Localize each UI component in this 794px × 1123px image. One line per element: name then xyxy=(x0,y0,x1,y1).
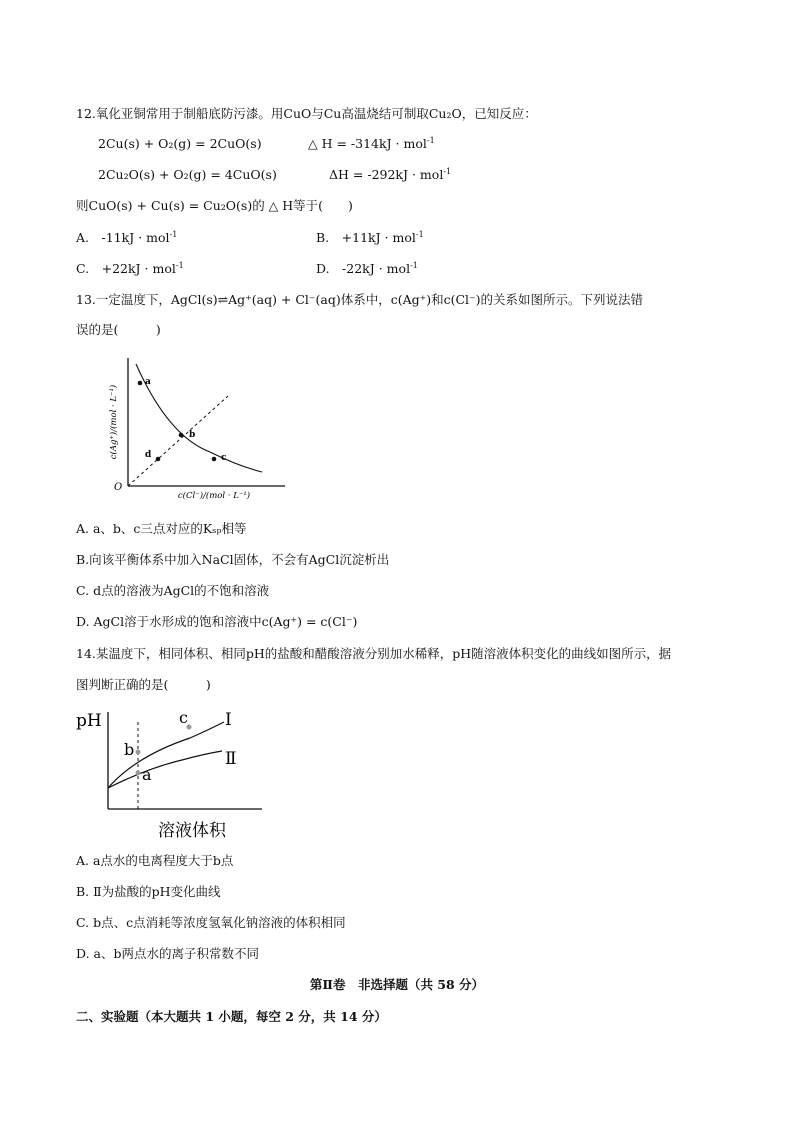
q13-label-d: d xyxy=(145,450,152,460)
q14-point-b xyxy=(136,750,141,755)
q14-y-label: pH xyxy=(76,711,102,731)
q13-option-a: A. a、b、c三点对应的Kₛₚ相等 xyxy=(76,521,247,536)
q12-option-a: A. -11kJ · mol$^{-1}$ xyxy=(76,229,178,245)
q12-eq1-dh: △ H = -314kJ · mol$^{-1}$ xyxy=(308,135,435,151)
q13-stem-line1: 13.一定温度下，AgCl(s)⇌Ag⁺(aq) + Cl⁻(aq)体系中，c(Ag⁺)和c(Cl⁻)的关系如图所示。下列说法错 xyxy=(76,292,644,307)
q13-option-c: C. d点的溶液为AgCl的不饱和溶液 xyxy=(76,583,270,598)
q12-option-c: C. +22kJ · mol$^{-1}$ xyxy=(76,260,184,276)
q13-graph xyxy=(100,352,290,504)
q13-point-c xyxy=(212,457,217,462)
q13-origin-label: O xyxy=(114,482,123,493)
q13-y-label: c(Ag⁺)/(mol · L⁻¹) xyxy=(109,384,119,460)
q14-curve-1-label: Ⅰ xyxy=(225,710,232,730)
q13-label-b: b xyxy=(189,430,196,440)
q14-x-label: 溶液体积 xyxy=(158,821,226,841)
q14-option-b: B. Ⅱ为盐酸的pH变化曲线 xyxy=(76,884,221,899)
q14-label-b: b xyxy=(124,740,135,759)
q14-option-a: A. a点水的电离程度大于b点 xyxy=(76,853,234,868)
q13-label-c: c xyxy=(221,453,227,463)
q14-label-c: c xyxy=(179,708,188,727)
q13-point-d xyxy=(156,457,161,462)
q12-option-b: B. +11kJ · mol$^{-1}$ xyxy=(316,229,424,245)
q12-stem: 12.氧化亚铜常用于制船底防污漆。用CuO与Cu高温烧结可制取Cu₂O，已知反应： xyxy=(76,106,537,121)
q13-ksp-curve xyxy=(136,364,262,472)
q13-dashed-line xyxy=(128,396,228,486)
q13-option-d: D. AgCl溶于水形成的饱和溶液中c(Ag⁺) = c(Cl⁻) xyxy=(76,614,358,629)
q12-ask: 则CuO(s) + Cu(s) = Cu₂O(s)的 △ H等于( ) xyxy=(76,198,353,213)
q14-option-c: C. b点、c点消耗等浓度氢氧化钠溶液的体积相同 xyxy=(76,915,346,930)
q12-option-d: D. -22kJ · mol$^{-1}$ xyxy=(316,260,418,276)
part2-section-heading: 二、实验题（本大题共 1 小题，每空 2 分，共 14 分） xyxy=(76,1009,387,1024)
q13-x-label: c(Cl⁻)/(mol · L⁻¹) xyxy=(177,491,251,501)
part2-title: 第Ⅱ卷 非选择题（共 58 分） xyxy=(309,977,485,992)
q13-stem-line2: 误的是( ) xyxy=(76,322,161,337)
q13-point-b xyxy=(179,433,184,438)
q13-option-b: B.向该平衡体系中加入NaCl固体，不会有AgCl沉淀析出 xyxy=(76,552,390,567)
q14-label-a: a xyxy=(142,765,152,784)
q14-option-d: D. a、b两点水的离子积常数不同 xyxy=(76,946,259,961)
q13-label-a: a xyxy=(145,377,151,387)
q14-stem-line2: 图判断正确的是( ) xyxy=(76,677,211,692)
q12-eq1: 2Cu(s) + O₂(g) = 2CuO(s) xyxy=(98,136,262,151)
q14-curve-2-label: Ⅱ xyxy=(225,749,237,769)
q14-point-a xyxy=(136,771,141,776)
q13-point-a xyxy=(138,381,143,386)
q12-eq2-dh: ΔH = -292kJ · mol$^{-1}$ xyxy=(329,166,452,182)
q12-eq2: 2Cu₂O(s) + O₂(g) = 4CuO(s) xyxy=(98,167,277,182)
q14-stem-line1: 14.某温度下，相同体积、相同pH的盐酸和醋酸溶液分别加水稀释，pH随溶液体积变化的曲线如图所示，据 xyxy=(76,646,672,661)
q14-graph xyxy=(72,704,292,842)
